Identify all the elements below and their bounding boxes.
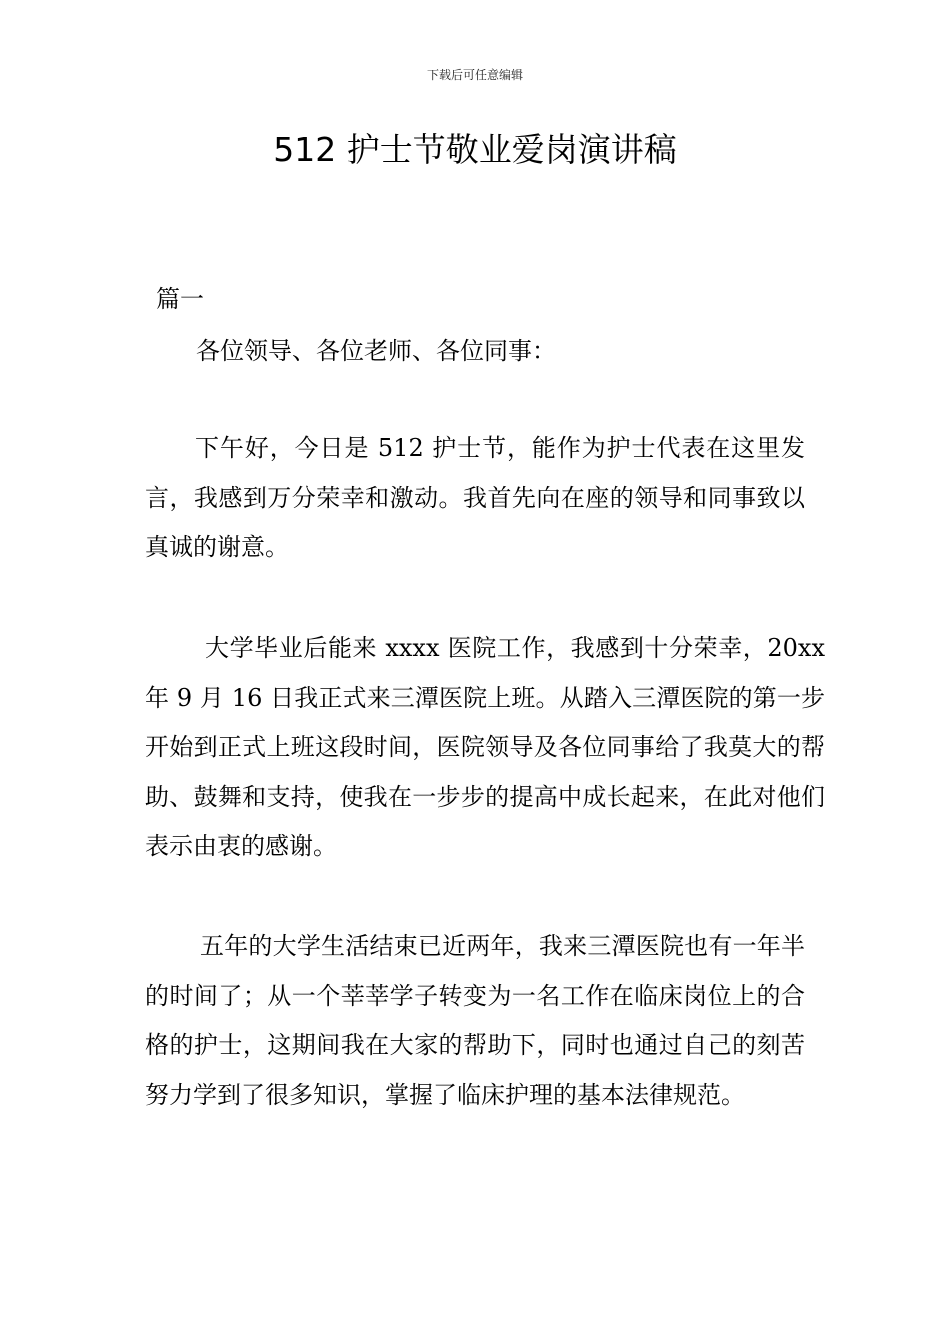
greeting: 各位领导、各位老师、各位同事： [196,337,556,365]
paragraph-1: 下午好，今日是 512 护士节，能作为护士代表在这里发言，我感到万分荣幸和激动。我首先向在座的领导和同事致以真诚的谢意。 [145,434,805,561]
paragraph-2: 大学毕业后能来 xxxx 医院工作，我感到十分荣幸，20xx 年 9 月 16 日我正式来三潭医院上班。从踏入三潭医院的第一步开始到正式上班这段时间，医院领导及各位同事给了我莫大的帮助、鼓舞和支持，使我在一步步的提高中成长起来，在此对他们表示由衷的感谢。 [145,634,825,860]
page-title: 512 护士节敬业爱岗演讲稿 [273,130,677,169]
header-note: 下载后可任意编辑 [426,68,523,82]
section-label: 篇一 [156,285,204,313]
paragraph-3: 五年的大学生活结束已近两年，我来三潭医院也有一年半的时间了；从一个莘莘学子转变为一名工作在临床岗位上的合格的护士，这期间我在大家的帮助下，同时也通过自己的刻苦努力学到了很多知识，掌握了临床护理的基本法律规范。 [145,932,805,1109]
